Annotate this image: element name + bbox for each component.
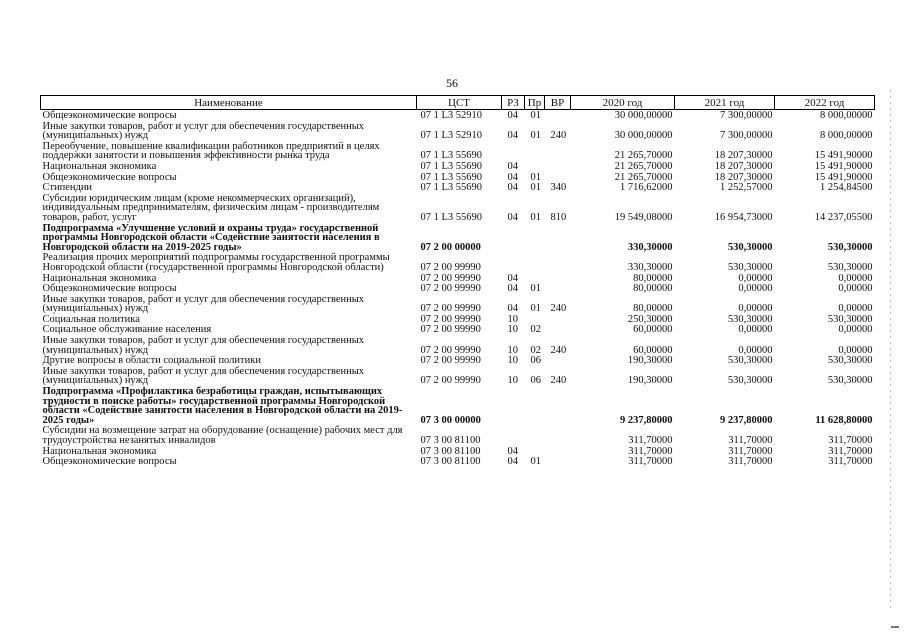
row-2022: 311,70000 xyxy=(828,445,873,457)
row-vr xyxy=(545,446,571,457)
row-2022: 1 254,84500 xyxy=(820,182,873,194)
row-name: Национальная экономика xyxy=(42,160,157,172)
row-2022: 15 491,90000 xyxy=(814,150,873,162)
row-rz: 10 xyxy=(507,324,518,336)
table-row xyxy=(41,193,875,223)
row-cst: 07 3 00 81100 xyxy=(420,456,481,468)
row-vr xyxy=(545,324,571,335)
row-name: Иные закупки товаров, работ и услуг для обеспечения государственных (муниципальных) нужд xyxy=(42,120,365,142)
row-2022: 0,00000 xyxy=(838,303,873,315)
row-cst: 07 2 00 99990 xyxy=(420,324,481,336)
table-body xyxy=(41,110,875,467)
row-vr xyxy=(545,386,571,425)
row-rz xyxy=(502,425,525,445)
header-cst: ЦСТ xyxy=(417,96,502,110)
row-2021: 311,70000 xyxy=(728,456,773,468)
row-pr xyxy=(525,386,545,425)
row-name: Общеэкономические вопросы xyxy=(42,171,177,183)
row-vr xyxy=(545,355,571,366)
row-rz: 04 xyxy=(507,272,518,284)
header-2020: 2020 год xyxy=(571,96,675,110)
row-2022: 530,30000 xyxy=(827,313,873,325)
row-pr: 01 xyxy=(530,283,541,295)
row-2022: 530,30000 xyxy=(827,375,873,387)
table-row xyxy=(41,161,875,172)
row-name: Реализация прочих мероприятий подпрограммы государственной программы Новгородской области (государственной программы Новгородской области) xyxy=(42,252,390,273)
row-rz: 04 xyxy=(507,171,518,183)
header-rz: РЗ xyxy=(502,96,525,110)
table-row xyxy=(41,366,875,386)
table-header xyxy=(41,96,875,110)
table-row xyxy=(41,324,875,335)
row-rz xyxy=(502,223,525,253)
row-pr: 01 xyxy=(530,303,541,315)
row-pr xyxy=(525,223,545,253)
row-rz: 04 xyxy=(507,445,518,457)
row-2022: 530,30000 xyxy=(827,241,873,253)
row-rz xyxy=(502,252,525,272)
row-2020: 30 000,00000 xyxy=(614,130,673,142)
row-2020: 250,30000 xyxy=(627,313,673,325)
table-row xyxy=(41,294,875,314)
row-pr: 01 xyxy=(530,130,541,142)
row-2022: 8 000,00000 xyxy=(820,130,873,142)
row-vr xyxy=(545,283,571,294)
row-cst: 07 1 L3 55690 xyxy=(420,171,483,183)
row-2021: 1 252,57000 xyxy=(720,182,773,194)
row-2022: 8 000,00000 xyxy=(820,110,873,121)
row-2021: 530,30000 xyxy=(727,355,773,367)
row-name: Национальная экономика xyxy=(42,445,157,457)
row-rz: 10 xyxy=(507,313,518,325)
row-pr xyxy=(525,446,545,457)
row-name: Общеэкономические вопросы xyxy=(42,456,177,468)
row-name: Подпрограмма «Улучшение условий и охраны труда» государственной программы Новгородской области «Содействие занятости населения в Новгородской области на 2019-2025 годы» xyxy=(42,222,380,253)
header-name: Наименование xyxy=(41,96,417,110)
row-2021: 0,00000 xyxy=(738,324,773,336)
row-pr: 01 xyxy=(530,110,541,121)
row-name: Другие вопросы в области социальной политики xyxy=(42,355,261,367)
row-vr: 240 xyxy=(550,130,567,142)
row-pr: 01 xyxy=(530,182,541,194)
row-2021: 530,30000 xyxy=(727,313,773,325)
row-2022: 15 491,90000 xyxy=(814,160,873,172)
row-2021: 530,30000 xyxy=(727,261,773,273)
row-2021: 0,00000 xyxy=(738,283,773,295)
row-2021: 530,30000 xyxy=(727,375,773,387)
row-2021: 311,70000 xyxy=(728,435,773,446)
row-2021: 18 207,30000 xyxy=(714,150,773,162)
row-vr xyxy=(545,110,571,121)
row-cst: 07 2 00 99990 xyxy=(420,303,481,315)
row-cst: 07 2 00 99990 xyxy=(420,313,481,325)
row-2022: 311,70000 xyxy=(828,456,873,468)
row-rz xyxy=(502,141,525,161)
row-name: Иные закупки товаров, работ и услуг для обеспечения государственных (муниципальных) нужд xyxy=(42,335,365,356)
row-vr xyxy=(545,161,571,172)
row-2022: 11 628,80000 xyxy=(815,414,873,426)
row-2020: 80,00000 xyxy=(633,303,673,315)
row-vr: 240 xyxy=(550,375,567,387)
row-2021: 7 300,00000 xyxy=(720,130,773,142)
row-vr xyxy=(545,314,571,325)
row-name: Национальная экономика xyxy=(42,272,157,284)
table-row xyxy=(41,355,875,366)
row-cst: 07 1 L3 55690 xyxy=(420,211,483,223)
row-pr xyxy=(525,273,545,284)
row-2022: 15 491,90000 xyxy=(814,171,873,183)
page-number: 56 xyxy=(446,76,458,90)
row-vr xyxy=(545,252,571,272)
row-name: Подпрограмма «Профилактика безработицы граждан, испытывающих трудности в поиске работы» государственной программы Новгородской области «Содействие занятости населения в Новгородской области на 2019-2025 годы» xyxy=(42,386,403,426)
row-name: Социальная политика xyxy=(42,313,140,325)
row-2022: 14 237,05500 xyxy=(814,211,873,223)
table-row xyxy=(41,121,875,141)
row-rz: 04 xyxy=(507,110,518,121)
row-2020: 30 000,00000 xyxy=(614,110,673,121)
row-vr xyxy=(545,172,571,183)
row-cst: 07 1 L3 52910 xyxy=(420,130,483,142)
table-row xyxy=(41,335,875,355)
row-pr xyxy=(525,314,545,325)
row-rz: 04 xyxy=(507,182,518,194)
row-rz: 04 xyxy=(507,283,518,295)
row-vr: 810 xyxy=(550,211,567,223)
row-2022: 0,00000 xyxy=(838,272,873,284)
row-2020: 311,70000 xyxy=(628,456,673,468)
row-name: Стипендии xyxy=(42,182,93,194)
scan-edge-rule xyxy=(890,90,891,610)
row-2020: 60,00000 xyxy=(633,324,673,336)
row-vr: 240 xyxy=(550,303,567,315)
row-cst: 07 2 00 99990 xyxy=(420,272,481,284)
row-2021: 530,30000 xyxy=(727,241,773,253)
row-2022: 0,00000 xyxy=(838,324,873,336)
table-row xyxy=(41,456,875,467)
row-rz: 04 xyxy=(507,130,518,142)
table-row xyxy=(41,110,875,121)
row-rz: 04 xyxy=(507,456,518,468)
row-2021: 0,00000 xyxy=(738,303,773,315)
row-2020: 330,30000 xyxy=(627,261,673,273)
row-2022: 0,00000 xyxy=(838,283,873,295)
row-vr xyxy=(545,425,571,445)
row-2021: 7 300,00000 xyxy=(720,110,773,121)
row-name: Общеэкономические вопросы xyxy=(42,283,177,295)
row-2021: 9 237,80000 xyxy=(720,414,773,426)
row-pr: 01 xyxy=(530,211,541,223)
row-pr: 02 xyxy=(530,324,541,336)
row-cst: 07 2 00 99990 xyxy=(420,261,481,273)
row-vr xyxy=(545,141,571,161)
row-cst: 07 2 00 99990 xyxy=(420,344,481,356)
row-pr: 06 xyxy=(530,375,541,387)
row-name: Переобучение, повышение квалификации работников предприятий в целях поддержки занятости и повышения эффективности рынка труда xyxy=(42,140,380,162)
row-pr: 02 xyxy=(530,344,541,356)
header-2021: 2021 год xyxy=(675,96,775,110)
row-2022: 311,70000 xyxy=(828,435,873,446)
row-rz xyxy=(502,386,525,425)
row-cst: 07 1 L3 55690 xyxy=(420,160,483,172)
row-pr: 01 xyxy=(530,171,541,183)
row-cst: 07 1 L3 55690 xyxy=(420,182,483,194)
row-2020: 19 549,08000 xyxy=(614,211,673,223)
row-2020: 80,00000 xyxy=(633,283,673,295)
row-rz: 10 xyxy=(507,344,518,356)
row-2020: 21 265,70000 xyxy=(614,160,673,172)
scan-mark xyxy=(891,626,899,634)
table-row xyxy=(41,446,875,457)
row-2020: 330,30000 xyxy=(627,241,673,253)
table-row xyxy=(41,386,875,425)
table-row xyxy=(41,252,875,272)
table-row xyxy=(41,141,875,161)
row-rz: 04 xyxy=(507,211,518,223)
table-row xyxy=(41,223,875,253)
row-vr: 340 xyxy=(550,182,567,194)
row-2021: 0,00000 xyxy=(738,344,773,356)
row-rz: 10 xyxy=(507,375,518,387)
row-pr: 06 xyxy=(530,355,541,367)
row-cst: 07 2 00 99990 xyxy=(420,283,481,295)
row-cst: 07 2 00 00000 xyxy=(420,241,481,253)
row-vr xyxy=(545,223,571,253)
row-name: Иные закупки товаров, работ и услуг для обеспечения государственных (муниципальных) нужд xyxy=(42,365,365,387)
row-2022: 530,30000 xyxy=(827,355,873,367)
row-2020: 311,70000 xyxy=(628,445,673,457)
row-2020: 311,70000 xyxy=(628,435,673,446)
table-row xyxy=(41,172,875,183)
row-2021: 311,70000 xyxy=(728,445,773,457)
table-row xyxy=(41,283,875,294)
row-2020: 190,30000 xyxy=(627,355,673,367)
row-2021: 0,00000 xyxy=(738,272,773,284)
row-cst: 07 3 00 81100 xyxy=(420,435,481,446)
header-vr: ВР xyxy=(545,96,571,110)
row-rz: 04 xyxy=(507,303,518,315)
row-rz: 10 xyxy=(507,355,518,367)
table-row xyxy=(41,425,875,445)
row-pr xyxy=(525,252,545,272)
row-2022: 530,30000 xyxy=(827,261,873,273)
table-row xyxy=(41,273,875,284)
row-cst: 07 1 L3 52910 xyxy=(420,110,483,121)
row-pr xyxy=(525,141,545,161)
row-name: Социальное обслуживание населения xyxy=(42,324,212,336)
budget-table xyxy=(40,95,875,467)
header-2022: 2022 год xyxy=(775,96,875,110)
row-vr xyxy=(545,456,571,467)
row-vr: 240 xyxy=(550,344,567,356)
row-cst: 07 2 00 99990 xyxy=(420,355,481,367)
row-pr: 01 xyxy=(530,456,541,468)
row-cst: 07 1 L3 55690 xyxy=(420,150,483,162)
table-row xyxy=(41,314,875,325)
row-2020: 1 716,62000 xyxy=(620,182,673,194)
row-cst: 07 3 00 00000 xyxy=(420,414,481,426)
header-pr: Пр xyxy=(525,96,545,110)
row-pr xyxy=(525,161,545,172)
row-2021: 18 207,30000 xyxy=(714,171,773,183)
row-cst: 07 3 00 81100 xyxy=(420,445,481,457)
row-vr xyxy=(545,273,571,284)
row-name: Субсидии юридическим лицам (кроме некоммерческих организаций), индивидуальным предпринимателям, физическим лицам - производителям товаров, работ, услуг xyxy=(42,192,380,223)
row-2020: 80,00000 xyxy=(633,272,673,284)
row-2020: 21 265,70000 xyxy=(614,171,673,183)
row-2020: 190,30000 xyxy=(627,375,673,387)
row-pr xyxy=(525,425,545,445)
row-2021: 18 207,30000 xyxy=(714,160,773,172)
row-cst: 07 2 00 99990 xyxy=(420,375,481,387)
row-rz: 04 xyxy=(507,160,518,172)
row-name: Иные закупки товаров, работ и услуг для обеспечения государственных (муниципальных) нужд xyxy=(42,293,365,315)
row-2020: 60,00000 xyxy=(633,344,673,356)
row-name: Общеэкономические вопросы xyxy=(42,110,177,121)
row-2022: 0,00000 xyxy=(838,344,873,356)
row-2021: 16 954,73000 xyxy=(714,211,773,223)
row-2020: 21 265,70000 xyxy=(614,150,673,162)
row-name: Субсидии на возмещение затрат на оборудование (оснащение) рабочих мест для трудоустройства незанятых инвалидов xyxy=(42,425,403,446)
row-2020: 9 237,80000 xyxy=(620,414,673,426)
table-row xyxy=(41,182,875,193)
